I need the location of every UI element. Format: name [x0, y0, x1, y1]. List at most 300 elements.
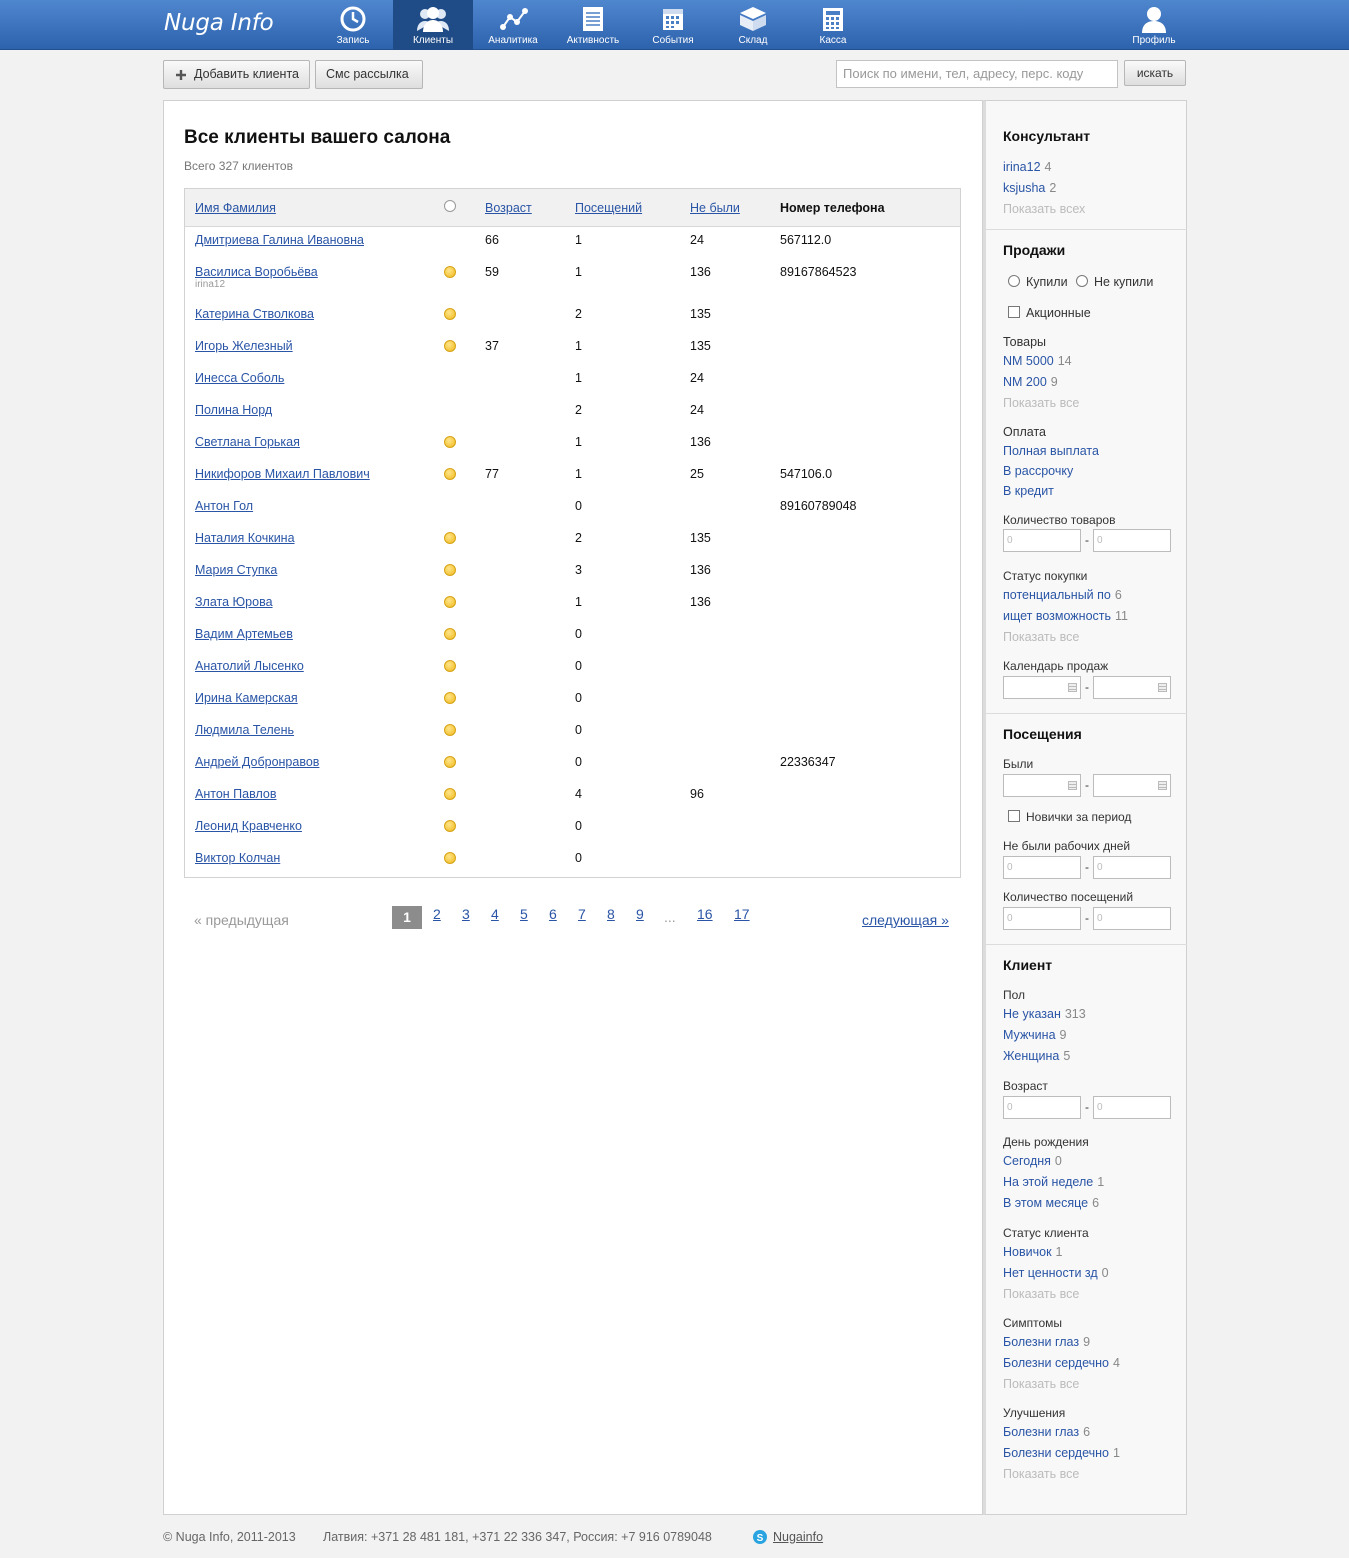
- client-phone: 22336347: [780, 755, 836, 769]
- sort-name-link[interactable]: [195, 201, 276, 215]
- client-absent: 24: [690, 371, 704, 385]
- gender-filter[interactable]: [1003, 1028, 1066, 1042]
- client-absent: 96: [690, 787, 704, 801]
- consultant-label: irina12: [1003, 160, 1041, 174]
- bought-radio[interactable]: [1008, 275, 1020, 287]
- consultant-count: 2: [1049, 181, 1057, 195]
- client-status-count: 0: [1101, 1266, 1109, 1280]
- gender-item: Мужчина: [1003, 1028, 1056, 1042]
- client-visits: 4: [575, 787, 582, 801]
- status-dot-icon: [444, 340, 456, 352]
- birthday-count: 1: [1097, 1175, 1105, 1189]
- gender-count: 9: [1059, 1028, 1067, 1042]
- sms-button[interactable]: [315, 60, 423, 89]
- register-icon: [819, 5, 847, 33]
- calendar-icon[interactable]: [1068, 683, 1077, 692]
- client-visits: 0: [575, 819, 582, 833]
- table-row: [185, 227, 960, 259]
- user-icon: [1140, 5, 1168, 33]
- show-all-goods[interactable]: Показать все: [1003, 396, 1080, 410]
- payment-label: Оплата: [1003, 425, 1046, 439]
- table-row: [185, 749, 960, 781]
- client-visits: 1: [575, 467, 582, 481]
- client-name-link[interactable]: Ирина Камерская: [195, 691, 298, 705]
- client-name-cell[interactable]: [195, 531, 295, 545]
- visits-count-label: Количество посещений: [1003, 890, 1134, 904]
- client-visits: 0: [575, 659, 582, 673]
- nav-label: Клиенты: [412, 35, 454, 46]
- top-navbar: [0, 0, 1349, 50]
- client-name-link[interactable]: Игорь Железный: [195, 339, 293, 353]
- range-dash: -: [1085, 860, 1089, 874]
- newbies-label: Новички за период: [1026, 810, 1132, 824]
- page-link[interactable]: 8: [607, 906, 615, 922]
- client-status-label: Статус клиента: [1003, 1226, 1089, 1240]
- nav-label: Склад: [738, 35, 768, 46]
- client-name-cell[interactable]: [195, 467, 370, 481]
- nav-cashier[interactable]: [793, 0, 873, 50]
- client-name-cell[interactable]: [195, 499, 253, 513]
- search-button-label: искать: [1136, 66, 1174, 80]
- status-dot-icon: [444, 628, 456, 640]
- page-link[interactable]: 4: [491, 906, 499, 922]
- status-dot-icon: [444, 564, 456, 576]
- status-dot-icon: [444, 266, 456, 278]
- consultant-title: Консультант: [1003, 128, 1091, 144]
- client-absent: 135: [690, 307, 711, 321]
- payment-full-link[interactable]: Полная выплата: [1003, 444, 1099, 458]
- visits-were-label: Были: [1003, 757, 1034, 771]
- sidebar-divider: [986, 713, 1187, 714]
- show-all-symptoms[interactable]: Показать все: [1003, 1377, 1080, 1391]
- nav-label: Аналитика: [488, 35, 538, 46]
- client-name-link[interactable]: Дмитриева Галина Ивановна: [195, 233, 364, 247]
- client-name-cell[interactable]: [195, 265, 318, 279]
- page-link[interactable]: 2: [433, 906, 441, 922]
- client-visits: 1: [575, 265, 582, 279]
- age-from-input[interactable]: 0: [1003, 1096, 1081, 1119]
- range-dash: -: [1085, 1100, 1089, 1114]
- next-page-link[interactable]: следующая »: [862, 912, 949, 928]
- sort-age-link[interactable]: [485, 201, 532, 215]
- promo-checkbox[interactable]: [1008, 306, 1020, 318]
- sms-label: Смс рассылка: [326, 67, 409, 81]
- birthday-item: Сегодня: [1003, 1154, 1051, 1168]
- improvements-count: 6: [1083, 1425, 1091, 1439]
- client-name-cell[interactable]: [195, 307, 314, 321]
- client-name-link[interactable]: Людмила Телень: [195, 723, 295, 737]
- gender-item: Не указан: [1003, 1007, 1061, 1021]
- page-link[interactable]: 3: [462, 906, 470, 922]
- table-row: [185, 557, 960, 589]
- client-consultant: irina12: [195, 279, 226, 290]
- sales-title: Продажи: [1003, 242, 1066, 258]
- clients-table: [184, 188, 961, 878]
- sidebar-divider: [986, 944, 1187, 945]
- purchase-status-item: потенциальный по: [1003, 588, 1111, 602]
- show-all-improvements[interactable]: Показать все: [1003, 1467, 1080, 1481]
- status-dot-icon: [444, 308, 456, 320]
- client-name-link[interactable]: Антон Павлов: [195, 787, 277, 801]
- clients-total: Всего 327 клиентов: [184, 159, 293, 173]
- page-link[interactable]: 17: [734, 906, 750, 922]
- client-absent: 136: [690, 563, 711, 577]
- client-visits: 0: [575, 755, 582, 769]
- footer-contacts: Латвия: +371 28 481 181, +371 22 336 347, Россия: +7 916 0789048: [323, 1530, 712, 1544]
- calendar-icon: [659, 5, 687, 33]
- client-name-link[interactable]: Катерина Стволкова: [195, 307, 314, 321]
- status-dot-icon: [444, 660, 456, 672]
- page-link[interactable]: 16: [697, 906, 713, 922]
- nav-label: Активность: [566, 35, 620, 46]
- promo-label: Акционные: [1026, 306, 1091, 320]
- client-name-cell[interactable]: [195, 659, 304, 673]
- client-visits: 1: [575, 371, 582, 385]
- status-dot-icon: [444, 820, 456, 832]
- show-all-client-status[interactable]: Показать все: [1003, 1287, 1080, 1301]
- table-row: [185, 461, 960, 493]
- client-visits: 1: [575, 435, 582, 449]
- client-visits: 0: [575, 627, 582, 641]
- client-name-link[interactable]: Василиса Воробьёва: [195, 265, 318, 279]
- absent-to-input[interactable]: 0: [1093, 856, 1171, 879]
- range-dash: -: [1085, 533, 1089, 547]
- client-visits: 0: [575, 723, 582, 737]
- table-row: [185, 845, 960, 877]
- client-status-filter[interactable]: [1003, 1266, 1109, 1280]
- sort-visits-link[interactable]: [575, 201, 642, 215]
- table-row: [185, 525, 960, 557]
- birthday-count: 6: [1092, 1196, 1100, 1210]
- client-age: 66: [485, 233, 499, 247]
- client-name-link[interactable]: Виктор Колчан: [195, 851, 281, 865]
- absent-from-input[interactable]: 0: [1003, 856, 1081, 879]
- purchase-status-count: 6: [1114, 588, 1122, 602]
- client-visits: 2: [575, 531, 582, 545]
- client-name-cell[interactable]: [195, 851, 280, 865]
- nav-label: События: [652, 35, 694, 46]
- client-absent: 25: [690, 467, 704, 481]
- client-visits: 1: [575, 233, 582, 247]
- client-name-link[interactable]: Андрей Добронравов: [195, 755, 320, 769]
- client-name-link[interactable]: Мария Ступка: [195, 563, 278, 577]
- sort-absent-link[interactable]: [690, 201, 740, 215]
- nav-zapis[interactable]: [313, 0, 393, 50]
- table-row: [185, 621, 960, 653]
- gender-label: Пол: [1003, 988, 1026, 1002]
- symptoms-item: Болезни сердечно: [1003, 1356, 1110, 1370]
- client-name-link[interactable]: Наталия Кочкина: [195, 531, 295, 545]
- table-row: [185, 365, 960, 397]
- client-visits: 2: [575, 307, 582, 321]
- visits-date-to-input[interactable]: [1093, 774, 1171, 797]
- goods-label: Товары: [1003, 335, 1046, 349]
- nav-label: Касса: [819, 35, 847, 46]
- table-row: [185, 653, 960, 685]
- gender-item: Женщина: [1003, 1049, 1060, 1063]
- client-age: 37: [485, 339, 499, 353]
- table-row: [185, 685, 960, 717]
- client-name-cell[interactable]: [195, 339, 293, 353]
- goods-count: 9: [1050, 375, 1058, 389]
- page-title: Все клиенты вашего салона: [184, 127, 451, 148]
- nav-clients[interactable]: [393, 0, 473, 50]
- status-dot-icon: [444, 692, 456, 704]
- calendar-icon[interactable]: [1068, 781, 1077, 790]
- client-visits: 0: [575, 691, 582, 705]
- qty-to-input[interactable]: 0: [1093, 529, 1171, 552]
- status-dot-icon: [444, 468, 456, 480]
- client-name-cell[interactable]: [195, 691, 298, 705]
- sales-calendar-label: Календарь продаж: [1003, 659, 1109, 673]
- payment-installment-link[interactable]: В рассрочку: [1003, 464, 1074, 478]
- consultant-count: 4: [1044, 160, 1052, 174]
- not-bought-label: Не купили: [1094, 275, 1154, 289]
- show-all-consultants[interactable]: Показать всех: [1003, 202, 1086, 216]
- col-visits[interactable]: Посещений: [575, 201, 643, 215]
- birthday-filter[interactable]: [1003, 1154, 1062, 1168]
- prev-page: « предыдущая: [194, 912, 289, 928]
- status-dot-icon: [444, 532, 456, 544]
- nav-activity[interactable]: [553, 0, 633, 50]
- page-current: 1: [392, 906, 422, 929]
- range-dash: -: [1085, 778, 1089, 792]
- symptoms-label: Симптомы: [1003, 1316, 1063, 1330]
- not-bought-radio[interactable]: [1076, 275, 1088, 287]
- client-visits: 2: [575, 403, 582, 417]
- client-name-link[interactable]: Светлана Горькая: [195, 435, 300, 449]
- add-client-label: Добавить клиента: [194, 67, 299, 81]
- consultant-filter[interactable]: [1003, 181, 1056, 195]
- improvements-filter[interactable]: [1003, 1425, 1090, 1439]
- page-link[interactable]: 6: [549, 906, 557, 922]
- table-row: [185, 259, 960, 291]
- client-visits: 0: [575, 499, 582, 513]
- goods-filter[interactable]: [1003, 354, 1072, 368]
- goods-count: 14: [1057, 354, 1072, 368]
- client-absent: 135: [690, 339, 711, 353]
- improvements-item: Болезни глаз: [1003, 1425, 1080, 1439]
- visits-count-from-input[interactable]: 0: [1003, 907, 1081, 930]
- users-icon: [413, 5, 453, 33]
- gender-filter[interactable]: [1003, 1007, 1086, 1021]
- sidebar-divider: [986, 229, 1187, 230]
- goods-filter[interactable]: [1003, 375, 1058, 389]
- status-dot-icon: [444, 724, 456, 736]
- table-row: [185, 813, 960, 845]
- improvements-label: Улучшения: [1003, 1406, 1066, 1420]
- client-name-link[interactable]: Антон Гол: [195, 499, 254, 513]
- col-phone: Номер телефона: [780, 201, 885, 215]
- client-status-filter[interactable]: [1003, 1245, 1063, 1259]
- purchase-status-filter[interactable]: [1003, 609, 1128, 623]
- client-absent: 135: [690, 531, 711, 545]
- client-absent: 24: [690, 233, 704, 247]
- client-name-link[interactable]: Леонид Кравченко: [195, 819, 302, 833]
- svg-text:S: S: [756, 1533, 764, 1544]
- symptoms-count: 9: [1083, 1335, 1091, 1349]
- client-name-cell[interactable]: [195, 371, 284, 385]
- nav-label: Запись: [336, 35, 370, 46]
- page-link[interactable]: 9: [636, 906, 644, 922]
- table-row: [185, 493, 960, 525]
- client-status-count: 1: [1055, 1245, 1063, 1259]
- gender-count: 313: [1064, 1007, 1086, 1021]
- client-name-link[interactable]: Инесса Соболь: [195, 371, 285, 385]
- plus-icon: [175, 69, 187, 81]
- symptoms-filter[interactable]: [1003, 1356, 1120, 1370]
- birthday-item: В этом месяце: [1003, 1196, 1089, 1210]
- table-header: [185, 189, 960, 227]
- search-input[interactable]: Поиск по имени, тел, адресу, перс. коду: [836, 60, 1118, 88]
- age-to-input[interactable]: 0: [1093, 1096, 1171, 1119]
- client-name-link[interactable]: Злата Юрова: [195, 595, 273, 609]
- goods-item-label: NM 5000: [1003, 354, 1054, 368]
- client-name-link[interactable]: Никифоров Михаил Павлович: [195, 467, 370, 481]
- improvements-item: Болезни сердечно: [1003, 1446, 1110, 1460]
- client-absent: 136: [690, 435, 711, 449]
- client-absent: 136: [690, 265, 711, 279]
- bought-label: Купили: [1026, 275, 1068, 289]
- purchase-status-filter[interactable]: [1003, 588, 1122, 602]
- age-label: Возраст: [1003, 1079, 1048, 1093]
- client-name-cell[interactable]: [195, 233, 364, 247]
- client-name-cell[interactable]: [195, 403, 272, 417]
- sales-date-to-input[interactable]: [1093, 676, 1171, 699]
- search-button[interactable]: [1124, 60, 1186, 86]
- visits-title: Посещения: [1003, 726, 1082, 742]
- nav-profile[interactable]: [1114, 0, 1194, 50]
- show-all-purchase-status[interactable]: Показать все: [1003, 630, 1080, 644]
- calendar-icon[interactable]: [1158, 781, 1167, 790]
- qty-label: Количество товаров: [1003, 513, 1116, 527]
- client-name-link[interactable]: Вадим Артемьев: [195, 627, 293, 641]
- status-dot-icon: [444, 788, 456, 800]
- newbies-checkbox[interactable]: [1008, 810, 1020, 822]
- client-visits: 1: [575, 339, 582, 353]
- symptoms-item: Болезни глаз: [1003, 1335, 1080, 1349]
- payment-credit-link[interactable]: В кредит: [1003, 484, 1054, 498]
- visits-date-from-input[interactable]: [1003, 774, 1081, 797]
- client-absent: 136: [690, 595, 711, 609]
- status-dot-icon: [444, 596, 456, 608]
- client-status-item: Новичок: [1003, 1245, 1052, 1259]
- consultant-label: ksjusha: [1003, 181, 1046, 195]
- clients-panel: [163, 100, 983, 1515]
- client-phone: 567112.0: [780, 233, 832, 247]
- col-absent[interactable]: Не были: [690, 201, 740, 215]
- client-name-link[interactable]: Полина Норд: [195, 403, 273, 417]
- col-age[interactable]: Возраст: [485, 201, 532, 215]
- status-dot-icon: [444, 756, 456, 768]
- client-visits: 0: [575, 851, 582, 865]
- nav-analytics[interactable]: [473, 0, 553, 50]
- birthday-label: День рождения: [1003, 1135, 1089, 1149]
- table-row: [185, 429, 960, 461]
- birthday-count: 0: [1054, 1154, 1062, 1168]
- client-name-cell[interactable]: [195, 755, 319, 769]
- sales-date-from-input[interactable]: [1003, 676, 1081, 699]
- birthday-filter[interactable]: [1003, 1175, 1104, 1189]
- client-phone: 547106.0: [780, 467, 833, 481]
- client-age: 77: [485, 467, 499, 481]
- client-status-item: Нет ценности зд: [1003, 1266, 1098, 1280]
- app-logo[interactable]: Nuga Info: [164, 10, 274, 36]
- page-link[interactable]: 7: [578, 906, 586, 922]
- box-icon: [737, 5, 769, 33]
- clock-icon: [339, 5, 367, 33]
- table-row: [185, 333, 960, 365]
- client-age: 59: [485, 265, 499, 279]
- gender-count: 5: [1063, 1049, 1071, 1063]
- status-circle-icon[interactable]: [444, 200, 456, 212]
- add-client-button[interactable]: [163, 60, 310, 89]
- purchase-status-item: ищет возможность: [1003, 609, 1112, 623]
- client-name-cell[interactable]: [195, 627, 293, 641]
- analytics-icon: [499, 5, 529, 33]
- col-name[interactable]: Имя Фамилия: [195, 201, 276, 215]
- consultant-filter[interactable]: [1003, 160, 1051, 174]
- client-visits: 1: [575, 595, 582, 609]
- visits-count-to-input[interactable]: 0: [1093, 907, 1171, 930]
- client-name-cell[interactable]: [195, 435, 300, 449]
- symptoms-filter[interactable]: [1003, 1335, 1090, 1349]
- calendar-icon[interactable]: [1158, 683, 1167, 692]
- client-title: Клиент: [1003, 957, 1053, 973]
- client-name-cell[interactable]: [195, 563, 277, 577]
- status-dot-icon: [444, 852, 456, 864]
- nav-events[interactable]: [633, 0, 713, 50]
- footer-skype-link[interactable]: Nugainfo: [773, 1530, 824, 1544]
- improvements-filter[interactable]: [1003, 1446, 1120, 1460]
- activity-list-icon: [579, 5, 607, 33]
- client-visits: 3: [575, 563, 582, 577]
- birthday-filter[interactable]: [1003, 1196, 1099, 1210]
- table-row: [185, 301, 960, 333]
- range-dash: -: [1085, 680, 1089, 694]
- qty-from-input[interactable]: 0: [1003, 529, 1081, 552]
- page-link[interactable]: 5: [520, 906, 528, 922]
- page-ellipsis: ...: [664, 909, 676, 925]
- range-dash: -: [1085, 911, 1089, 925]
- client-name-cell[interactable]: [195, 595, 273, 609]
- client-phone: 89160789048: [780, 499, 857, 513]
- nav-label: Профиль: [1132, 35, 1176, 46]
- nav-warehouse[interactable]: [713, 0, 793, 50]
- skype-icon: [752, 1529, 768, 1548]
- client-absent: 24: [690, 403, 704, 417]
- footer-copyright: © Nuga Info, 2011-2013: [163, 1530, 296, 1544]
- client-name-cell[interactable]: [195, 723, 294, 737]
- table-row: [185, 589, 960, 621]
- goods-item-label: NM 200: [1003, 375, 1047, 389]
- client-name-cell[interactable]: [195, 787, 276, 801]
- purchase-status-count: 11: [1115, 609, 1128, 623]
- purchase-status-label: Статус покупки: [1003, 569, 1088, 583]
- improvements-count: 1: [1113, 1446, 1120, 1460]
- table-row: [185, 717, 960, 749]
- gender-filter[interactable]: [1003, 1049, 1070, 1063]
- table-row: [185, 397, 960, 429]
- filters-sidebar: [983, 100, 1187, 1515]
- status-dot-icon: [444, 436, 456, 448]
- client-name-cell[interactable]: [195, 819, 302, 833]
- table-row: [185, 781, 960, 813]
- absent-days-label: Не были рабочих дней: [1003, 839, 1131, 853]
- client-name-link[interactable]: Анатолий Лысенко: [195, 659, 304, 673]
- client-phone: 89167864523: [780, 265, 857, 279]
- birthday-item: На этой неделе: [1003, 1175, 1094, 1189]
